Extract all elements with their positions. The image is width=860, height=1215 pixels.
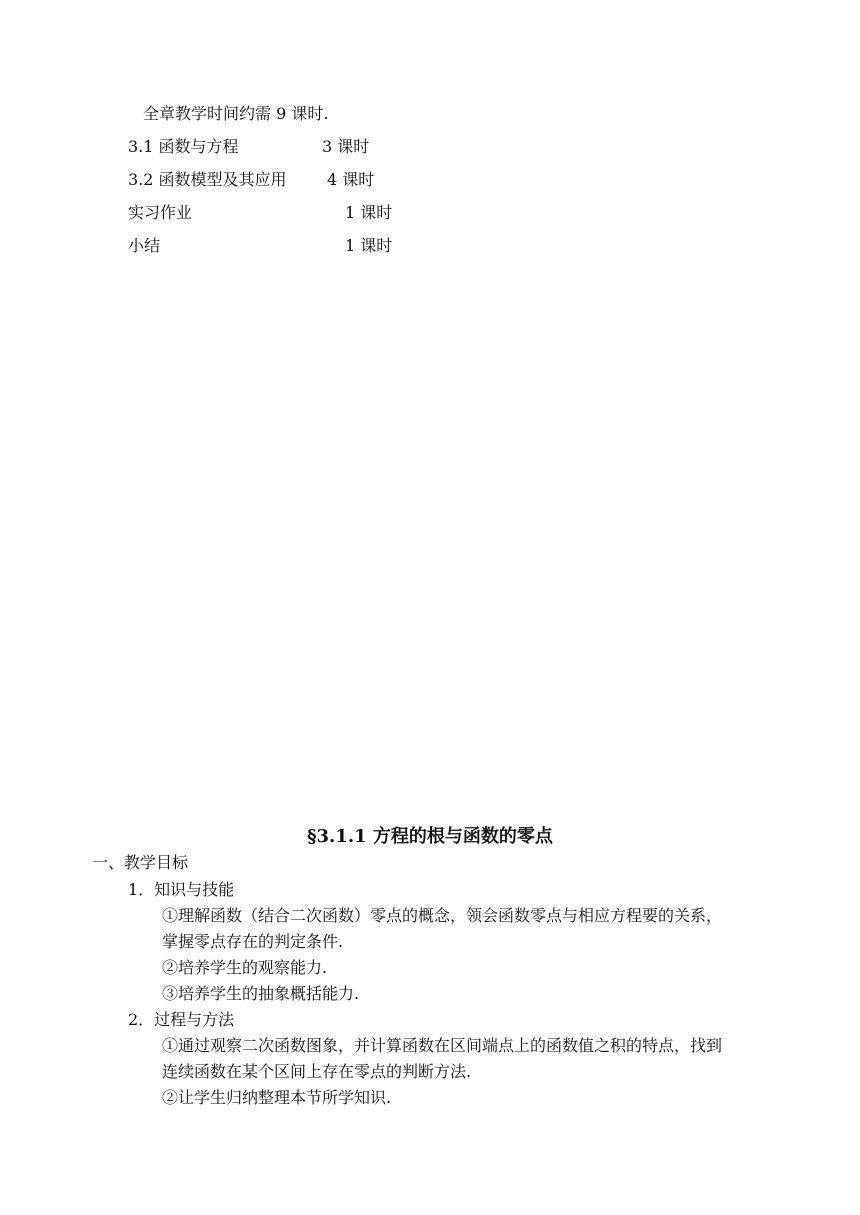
paragraph-line: ②让学生归纳整理本节所学知识. (162, 1088, 392, 1107)
paragraph-line: ②培养学生的观察能力. (162, 958, 328, 977)
paragraph-line: 连续函数在某个区间上存在零点的判断方法. (162, 1062, 472, 1081)
schedule-item-time: 3 课时 (322, 137, 370, 156)
teaching-goals-heading: 一、教学目标 (92, 853, 189, 872)
paragraph-line: ③培养学生的抽象概括能力. (162, 984, 360, 1003)
knowledge-skills-heading: 1．知识与技能 (128, 880, 235, 899)
schedule-item-label: 小结 (128, 236, 161, 255)
intro-text: 全章教学时间约需 9 课时. (143, 104, 329, 123)
schedule-item-label: 实习作业 (128, 203, 193, 222)
paragraph-line: ①理解函数（结合二次函数）零点的概念，领会函数零点与相应方程要的关系， (162, 906, 723, 925)
section-title: §3.1.1 方程的根与函数的零点 (307, 826, 553, 847)
process-methods-heading: 2．过程与方法 (128, 1010, 235, 1029)
schedule-item-time: 1 课时 (345, 203, 393, 222)
schedule-item-time: 4 课时 (327, 170, 375, 189)
schedule-item-time: 1 课时 (345, 236, 393, 255)
schedule-item-label: 3.2 函数模型及其应用 (128, 170, 287, 189)
paragraph-line: ①通过观察二次函数图象，并计算函数在区间端点上的函数值之积的特点，找到 (162, 1036, 723, 1055)
paragraph-line: 掌握零点存在的判定条件. (162, 932, 344, 951)
schedule-item-label: 3.1 函数与方程 (128, 137, 239, 156)
